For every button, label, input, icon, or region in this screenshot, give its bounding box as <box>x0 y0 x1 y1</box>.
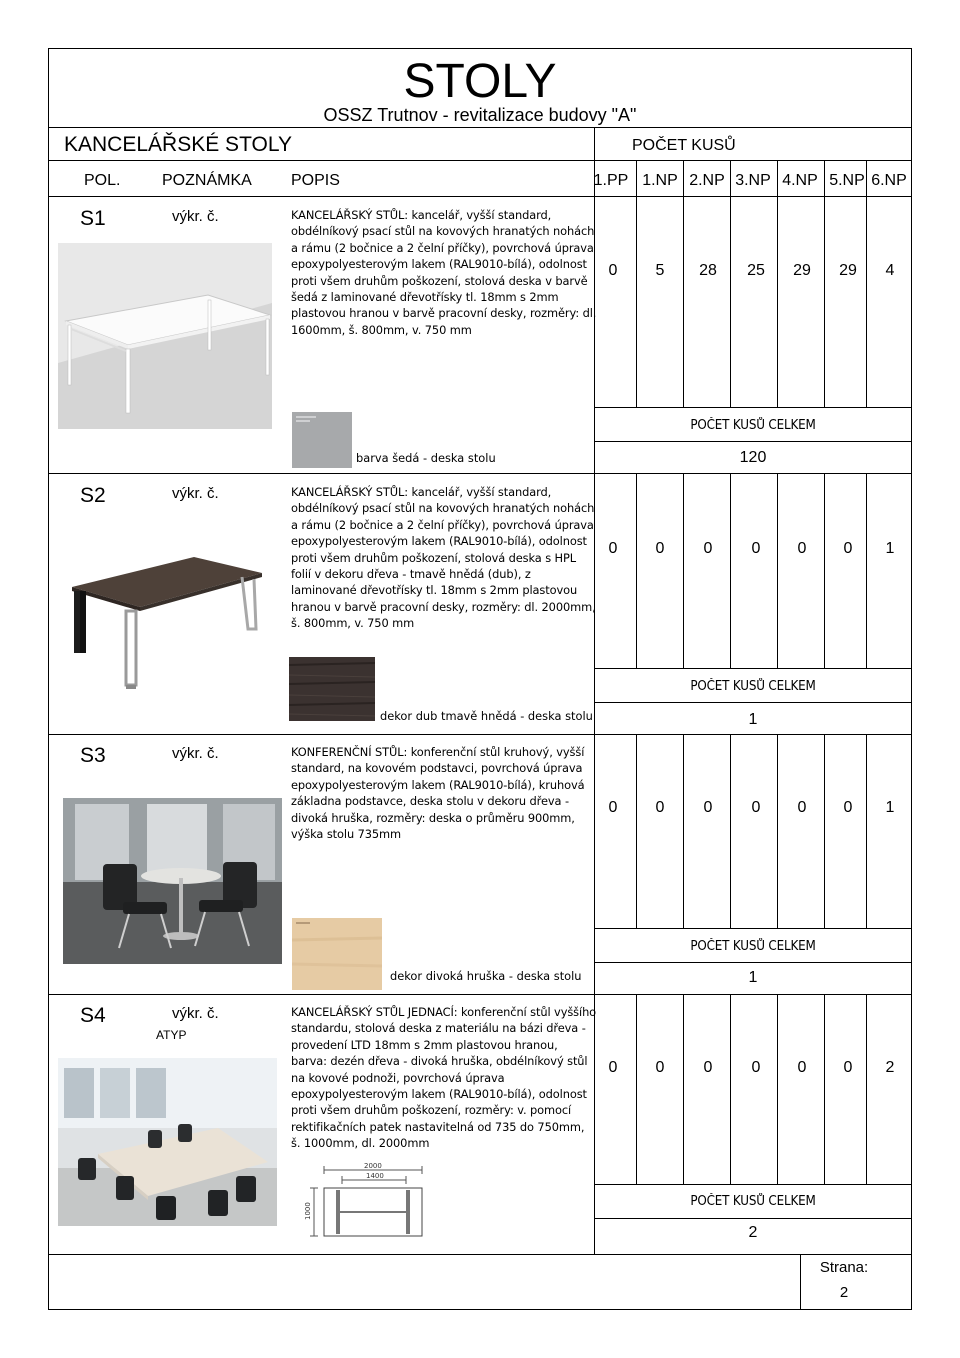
divider <box>48 160 912 161</box>
divider <box>594 1182 595 1254</box>
column-divider <box>730 994 731 1184</box>
total-label: POČET KUSŮ CELKEM <box>690 939 816 954</box>
qty-cell: 29 <box>793 262 811 279</box>
qty-cell: 0 <box>608 540 618 557</box>
divider <box>594 407 912 408</box>
qty-cell: 0 <box>751 1059 761 1076</box>
column-divider <box>636 473 637 668</box>
total-value: 120 <box>739 449 767 466</box>
section-title: KANCELÁŘSKÉ STOLY <box>64 133 292 156</box>
col-floor: 2.NP <box>689 172 725 189</box>
item-note: výkr. č. <box>172 485 219 502</box>
divider <box>800 1254 801 1310</box>
qty-cell: 0 <box>655 1059 665 1076</box>
qty-cell: 0 <box>703 1059 713 1076</box>
divider <box>48 994 912 995</box>
qty-cell: 0 <box>608 799 618 816</box>
qty-cell: 0 <box>843 1059 853 1076</box>
page-subtitle: OSSZ Trutnov - revitalizace budovy "A" <box>323 105 637 125</box>
swatch-label: barva šedá - deska stolu <box>356 451 496 465</box>
column-divider <box>730 473 731 668</box>
meeting-room-image <box>58 1058 277 1226</box>
total-value: 1 <box>748 711 758 728</box>
divider <box>594 1184 912 1185</box>
item-code: S4 <box>80 1004 106 1027</box>
divider <box>594 668 912 669</box>
qty-cell: 2 <box>885 1059 895 1076</box>
column-divider <box>636 994 637 1184</box>
qty-cell: 29 <box>839 262 857 279</box>
column-divider <box>683 994 684 1184</box>
col-poznamka: POZNÁMKA <box>162 172 252 189</box>
dim-depth-label: 1000 <box>304 1202 312 1220</box>
column-divider <box>824 160 825 407</box>
column-divider <box>866 473 867 668</box>
divider <box>48 734 912 735</box>
column-divider <box>824 473 825 668</box>
column-divider <box>777 160 778 407</box>
qty-cell: 1 <box>885 540 895 557</box>
divider <box>594 702 912 703</box>
column-divider <box>866 160 867 407</box>
divider <box>48 473 912 474</box>
page-title: STOLY <box>403 55 557 108</box>
column-divider <box>636 160 637 407</box>
item-code: S1 <box>80 207 106 230</box>
divider <box>48 127 912 128</box>
column-divider <box>824 734 825 928</box>
qty-cell: 25 <box>747 262 765 279</box>
dim-width-label: 2000 <box>364 1162 382 1170</box>
divider <box>48 196 912 197</box>
item-code: S3 <box>80 744 106 767</box>
divider <box>594 1218 912 1219</box>
col-floor: 5.NP <box>829 172 865 189</box>
dim-inner-label: 1400 <box>366 1172 384 1180</box>
qty-cell: 0 <box>751 540 761 557</box>
qty-cell: 0 <box>703 799 713 816</box>
col-popis: POPIS <box>291 172 340 189</box>
column-divider <box>866 734 867 928</box>
column-divider <box>636 734 637 928</box>
col-floor: 3.NP <box>735 172 771 189</box>
swatch-label: dekor dub tmavě hnědá - deska stolu <box>380 709 593 723</box>
column-divider <box>777 734 778 928</box>
qty-cell: 0 <box>797 1059 807 1076</box>
swatch-wild-pear <box>292 918 382 990</box>
qty-cell: 0 <box>843 799 853 816</box>
col-pol: POL. <box>84 172 121 189</box>
desk-image <box>58 243 272 429</box>
qty-cell: 0 <box>843 540 853 557</box>
col-floor: 1.PP <box>593 172 629 189</box>
swatch-grey <box>292 412 352 468</box>
count-header: POČET KUSŮ <box>632 137 736 154</box>
col-floor: 1.NP <box>642 172 678 189</box>
column-divider <box>683 473 684 668</box>
column-divider <box>683 160 684 407</box>
divider <box>594 441 912 442</box>
desk-image <box>66 545 266 691</box>
page-number: 2 <box>839 1284 849 1301</box>
qty-cell: 1 <box>885 799 895 816</box>
column-divider <box>683 734 684 928</box>
qty-cell: 5 <box>655 262 665 279</box>
item-note: výkr. č. <box>172 745 219 762</box>
column-divider <box>730 734 731 928</box>
item-code: S2 <box>80 484 106 507</box>
total-value: 2 <box>748 1224 758 1241</box>
item-description: KONFERENČNÍ STŮL: konferenční stůl kruhový, vyšší standard, na kovovém podstavci, povrchová úprava epoxypolyesterovým lakem (RAL9010-bílá), kruhová základna podstavce, deska stolu v dekoru dřeva - divoká hruška, rozměry: deska o průměru 900mm, výška stolu 735mm <box>291 745 585 842</box>
column-divider <box>866 994 867 1184</box>
divider <box>48 1254 912 1255</box>
item-note: výkr. č. <box>172 1005 219 1022</box>
column-divider <box>730 160 731 407</box>
qty-cell: 0 <box>608 1059 618 1076</box>
column-divider <box>777 473 778 668</box>
qty-cell: 4 <box>885 262 895 279</box>
item-description: KANCELÁŘSKÝ STŮL: kancelář, vyšší standard, obdélníkový psací stůl na kovových hranatých nohách a rámu (2 bočnice a 2 čelní příčky), povrchová úprava epoxypolyesterovým lakem (RAL9010-bílá), odolnost proti všem druhům poškození, stolová deska v barvě šedá z laminované dřevotřísky tl. 18mm s 2mm plastovou hranou v barvě pracovní desky, rozměry: dl. 1600mm, š. 800mm, v. 750 mm <box>291 208 597 337</box>
qty-cell: 0 <box>797 799 807 816</box>
qty-cell: 0 <box>797 540 807 557</box>
divider <box>594 928 912 929</box>
item-extra-note: ATYP <box>156 1028 187 1042</box>
item-note: výkr. č. <box>172 208 219 225</box>
qty-cell: 0 <box>655 540 665 557</box>
col-floor: 6.NP <box>871 172 907 189</box>
swatch-label: dekor divoká hruška - deska stolu <box>390 969 582 983</box>
item-description: KANCELÁŘSKÝ STŮL JEDNACÍ: konferenční stůl vyššího standardu, stolová deska z materiálu na bázi dřeva - provedení LTD 18mm s 2mm plastovou hranou, barva: dezén dřeva - divoká hruška, obdélníkový stůl na kovové podnoži, povrchová úprava epoxypolyesterovým lakem (RAL9010-bílá), odolnost proti všem druhům poškození, rozměry: v. pomocí rektifikačních patek nastavitelná od 735 do 750mm, š. 1000mm, dl. 2000mm <box>291 1005 597 1151</box>
qty-cell: 0 <box>703 540 713 557</box>
total-label: POČET KUSŮ CELKEM <box>690 679 816 694</box>
dimension-drawing <box>300 1160 430 1240</box>
column-divider <box>777 994 778 1184</box>
total-label: POČET KUSŮ CELKEM <box>690 1194 816 1209</box>
col-floor: 4.NP <box>782 172 818 189</box>
qty-cell: 0 <box>608 262 618 279</box>
qty-cell: 28 <box>699 262 717 279</box>
total-value: 1 <box>748 969 758 986</box>
qty-cell: 0 <box>751 799 761 816</box>
page-label: Strana: <box>819 1259 869 1276</box>
item-description: KANCELÁŘSKÝ STŮL: kancelář, vyšší standard, obdélníkový psací stůl na kovových hranatých nohách a rámu (2 bočnice a 2 čelní příčky), povrchová úprava epoxypolyesterovým lakem (RAL9010-bílá), odolnost proti všem druhům poškození, stolová deska s HPL folií v dekoru dřeva - tmavě hnědá (dub), z laminované dřevotřísky tl. 18mm s 2mm plastovou hranou v barvě pracovní desky, rozměry: dl. 2000mm, š. 800mm, v. 750 mm <box>291 485 596 631</box>
conference-room-image <box>63 798 282 964</box>
qty-cell: 0 <box>655 799 665 816</box>
swatch-dark-oak <box>289 657 375 721</box>
total-label: POČET KUSŮ CELKEM <box>690 418 816 433</box>
column-divider <box>824 994 825 1184</box>
divider <box>594 962 912 963</box>
